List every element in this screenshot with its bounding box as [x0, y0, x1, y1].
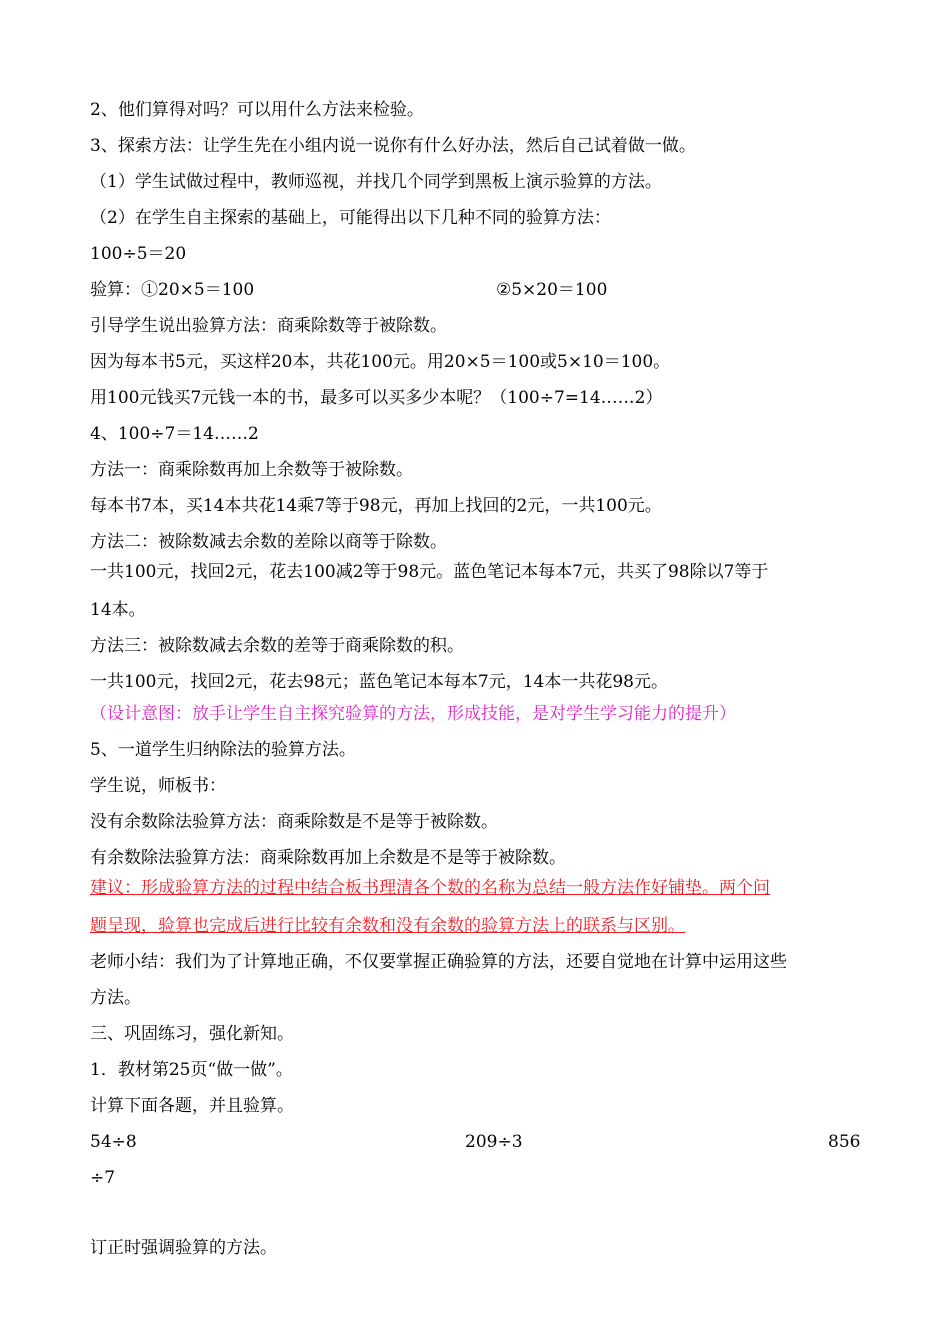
- paragraph-check-question: 2、他们算得对吗？可以用什么方法来检验。: [90, 100, 424, 120]
- paragraph-book-price: 因为每本书5元，买这样20本，共花100元。用20×5＝100或5×10＝100。: [90, 352, 671, 372]
- method-one-heading: 方法一：商乘除数再加上余数等于被除数。: [90, 460, 413, 480]
- paragraph-student-say: 学生说，师板书：: [90, 776, 226, 796]
- rule-no-remainder: 没有余数除法验算方法：商乘除数是不是等于被除数。: [90, 812, 498, 832]
- exercise-209-div-3: 209÷3: [465, 1132, 523, 1152]
- exercise-54-div-8: 54÷8: [90, 1132, 137, 1152]
- method-three-heading: 方法三：被除数减去余数的差等于商乘除数的积。: [90, 636, 464, 656]
- method-one-text: 每本书7本，买14本共花14乘7等于98元，再加上找回的2元，一共100元。: [90, 496, 662, 516]
- paragraph-summarize: 5、一道学生归纳除法的验算方法。: [90, 740, 356, 760]
- paragraph-step-1: （1）学生试做过程中，教师巡视，并找几个同学到黑板上演示验算的方法。: [90, 172, 662, 192]
- exercise-instruction: 计算下面各题，并且验算。: [90, 1096, 294, 1116]
- closing-note: 订正时强调验算的方法。: [90, 1238, 277, 1258]
- check-method-2: ②5×20＝100: [496, 280, 608, 300]
- paragraph-guide-method: 引导学生说出验算方法：商乘除数等于被除数。: [90, 316, 447, 336]
- method-two-text-cont: 14本。: [90, 600, 146, 620]
- exercise-856: 856: [828, 1132, 861, 1152]
- method-three-text: 一共100元，找回2元，花去98元；蓝色笔记本每本7元，14本一共花98元。: [90, 672, 668, 692]
- method-two-heading: 方法二：被除数减去余数的差除以商等于除数。: [90, 532, 447, 552]
- teacher-summary-cont: 方法。: [90, 988, 141, 1008]
- paragraph-explore-method: 3、探索方法：让学生先在小组内说一说你有什么好办法，然后自己试着做一做。: [90, 136, 696, 156]
- equation-100-div-7: 4、100÷7＝14……2: [90, 424, 259, 444]
- equation-100-div-5: 100÷5＝20: [90, 244, 187, 264]
- section-heading-practice: 三、巩固练习，强化新知。: [90, 1024, 294, 1044]
- design-intent-note: （设计意图：放手让学生自主探究验算的方法，形成技能，是对学生学习能力的提升）: [90, 704, 736, 724]
- paragraph-question-100-yuan: 用100元钱买7元钱一本的书，最多可以买多少本呢？（100÷7=14……2）: [90, 388, 663, 408]
- suggestion-line-1: 建议：形成验算方法的过程中结合板书理清各个数的名称为总结一般方法作好铺垫。两个问: [90, 878, 770, 898]
- paragraph-step-2: （2）在学生自主探索的基础上，可能得出以下几种不同的验算方法：: [90, 208, 611, 228]
- check-method-1: 验算：①20×5＝100: [90, 280, 255, 300]
- method-two-text: 一共100元，找回2元，花去100减2等于98元。蓝色笔记本每本7元，共买了98除以7等于: [90, 562, 769, 582]
- suggestion-line-2: 题呈现，验算也完成后进行比较有余数和没有余数的验算方法上的联系与区别。: [90, 916, 685, 936]
- exercise-div-7: ÷7: [90, 1168, 116, 1188]
- exercise-textbook-ref: 1．教材第25页“做一做”。: [90, 1060, 293, 1080]
- rule-with-remainder: 有余数除法验算方法：商乘除数再加上余数是不是等于被除数。: [90, 848, 566, 868]
- teacher-summary: 老师小结：我们为了计算地正确，不仅要掌握正确验算的方法，还要自觉地在计算中运用这些: [90, 952, 787, 972]
